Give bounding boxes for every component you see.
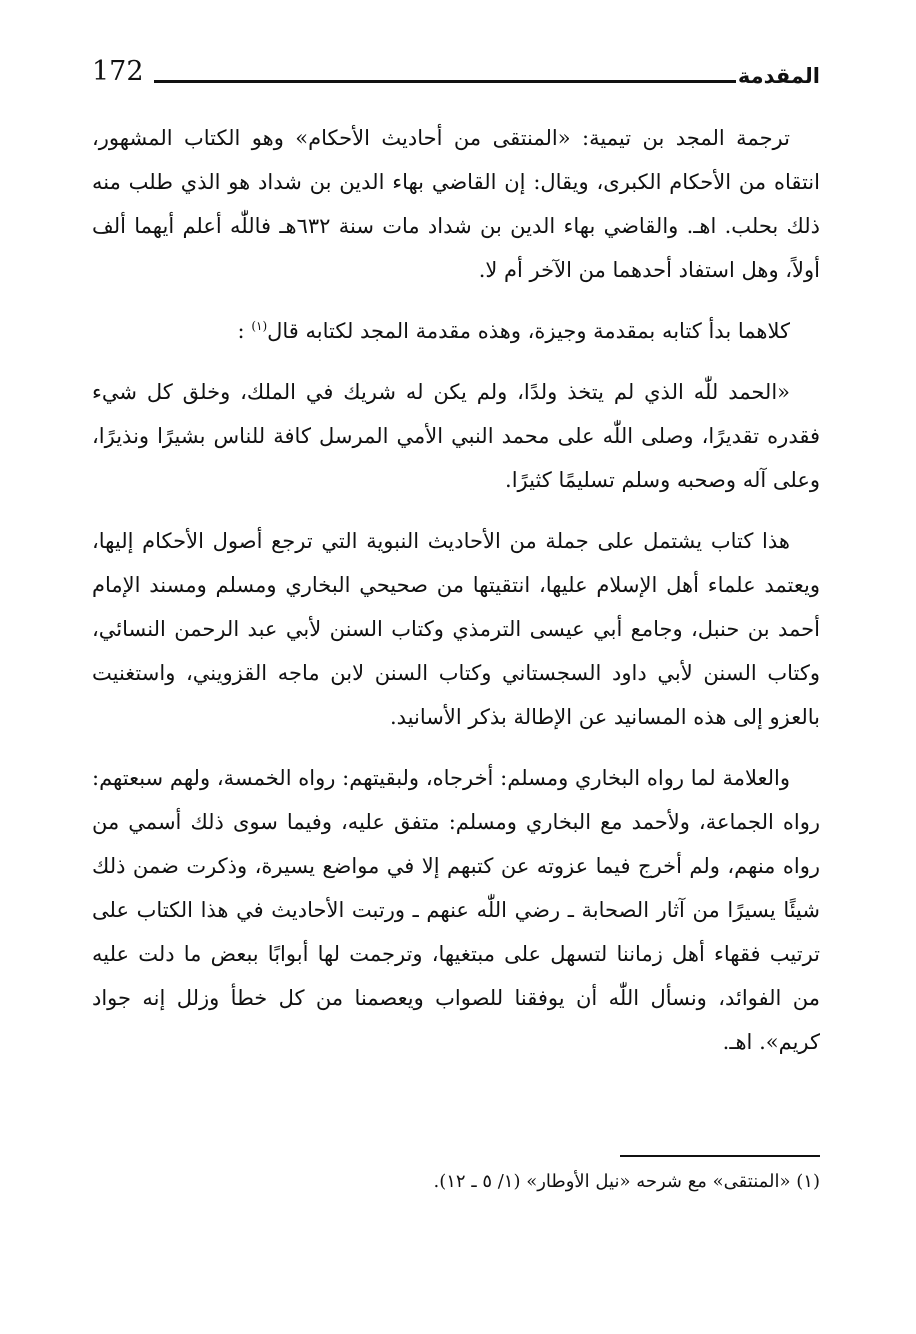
footnote: (١) «المنتقى» مع شرحه «نيل الأوطار» (١/ ٥ ـ ١٢).	[433, 1171, 820, 1192]
page-header	[92, 56, 820, 96]
paragraph-text: كلاهما بدأ كتابه بمقدمة وجيزة، وهذه مقدمة المجد لكتابه قال	[267, 319, 790, 343]
header-rule	[154, 80, 736, 83]
main-text	[92, 116, 820, 1081]
footnote-marker[interactable]: (١)	[251, 319, 268, 333]
paragraph: «الحمد للّٰه الذي لم يتخذ ولدًا، ولم يكن له شريك في الملك، وخلق كل شيء فقدره تقديرًا، وصلى اللّٰه على محمد النبي الأمي المرسل كافة للناس بشيرًا ونذيرًا، وعلى آله وصحبه وسلم تسليمًا كثيرًا.	[92, 380, 820, 492]
running-title: المقدمة	[737, 64, 820, 88]
paragraph: هذا كتاب يشتمل على جملة من الأحاديث النبوية التي ترجع أصول الأحكام إليها، ويعتمد علماء أهل الإسلام عليها، انتقيتها من صحيحي البخاري ومسلم ومسند الإمام أحمد بن حنبل، وجامع أبي عيسى الترمذي وكتاب السنن لأبي عبد الرحمن النسائي، وكتاب السنن لأبي داود السجستاني وكتاب السنن لابن ماجه القزويني، واستغنيت بالعزو إلى هذه المسانيد عن الإطالة بذكر الأسانيد.	[92, 529, 820, 729]
paragraph-tail: :	[237, 319, 252, 343]
footnote-rule	[620, 1155, 820, 1157]
paragraph: ترجمة المجد بن تيمية: «المنتقى من أحاديث الأحكام» وهو الكتاب المشهور، انتقاه من الأحكام الكبرى، ويقال: إن القاضي بهاء الدين بن شداد هو الذي طلب منه ذلك بحلب. اهـ. والقاضي بهاء الدين بن شداد مات سنة ٦٣٢هـ فاللّٰه أعلم أيهما ألف أولاً، وهل استفاد أحدهما من الآخر أم لا.	[92, 126, 820, 282]
page-number: 172	[92, 56, 144, 87]
paragraph	[92, 309, 820, 353]
paragraph: والعلامة لما رواه البخاري ومسلم: أخرجاه، ولبقيتهم: رواه الخمسة، ولهم سبعتهم: رواه الجماعة، ولأحمد مع البخاري ومسلم: متفق عليه، وفيما سوى ذلك أسمي من رواه منهم، ولم أخرج فيما عزوته عن كتبهم إلا في مواضع يسيرة، وذكرت ضمن ذلك شيئًا يسيرًا من آثار الصحابة ـ رضي اللّٰه عنهم ـ ورتبت الأحاديث في هذا الكتاب على ترتيب فقهاء أهل زماننا لتسهل على مبتغيها، وترجمت لها أبوابًا ببعض ما دلت عليه من الفوائد، ونسأل اللّٰه أن يوفقنا للصواب ويعصمنا من كل خطأ وزلل إنه جواد كريم». اهـ.	[92, 766, 820, 1054]
